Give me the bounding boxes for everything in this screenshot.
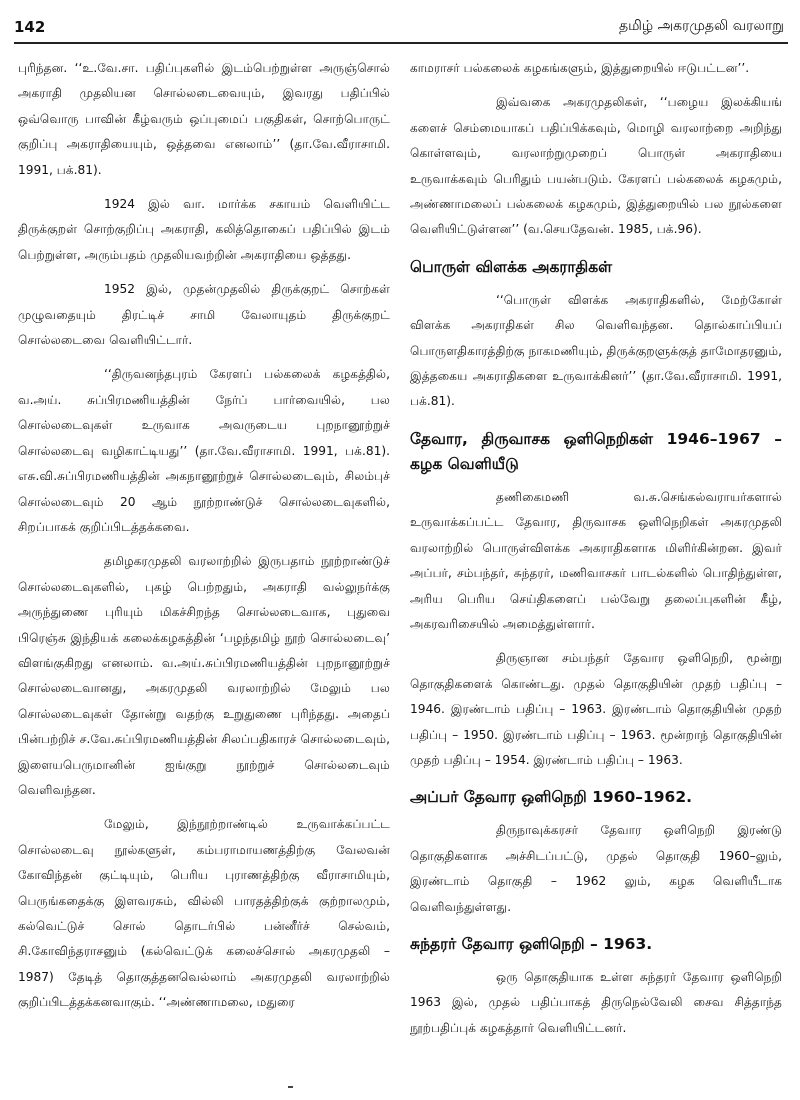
page-number: 142: [14, 18, 46, 36]
paragraph: இவ்வகை அகரமுதலிகள், ‘‘பழைய இலக்கியங் களைச் செம்மையாகப் பதிப்பிக்கவும், மொழி வரலாற்றை அறிந்து கொள்ளவும், வரலாற்றுமுறைப் பொருள் அகராதியை உருவாக்கவும் பெரிதும் பயன்படும். கேரளப் பல்கலைக் கழகமும், அண்ணாமலைப் பல்கலைக் கழகமும், இத்துறையில் பல நூல்களை வெளியிட்டுள்ளன’’ (வ.செயதேவன். 1985, பக்.96).: [410, 95, 782, 237]
section-heading: சுந்தரர் தேவார ஒளிநெறி – 1963.: [410, 934, 653, 953]
paragraph: திருநாவுக்கரசர் தேவார ஒளிநெறி இரண்டு தொகுதிகளாக அச்சிடப்பட்டு, முதல் தொகுதி 1960–லும், இரண்டாம் தொகுதி – 1962 லும், கழக வெளியீடாக வெளிவந்துள்ளது.: [410, 823, 782, 914]
paragraph: திருஞான சம்பந்தர் தேவார ஒளிநெறி, மூன்று தொகுதிகளைக் கொண்டது. முதல் தொகுதியின் முதற் பதிப்பு – 1946. இரண்டாம் பதிப்பு – 1963. இரண்டாம் தொகுதியின் முதற் பதிப்பு – 1950. இரண்டாம் பதிப்பு – 1963. மூன்றாந் தொகுதியின் முதற் பதிப்பு – 1954. இரண்டாம் பதிப்பு – 1963.: [410, 651, 782, 767]
paragraph: புரிந்தன. ‘‘உ.வே.சா. பதிப்புகளில் இடம்பெற்றுள்ள அருஞ்சொல் அகராதி முதலியன சொல்லடைவையும், இவரது பதிப்பில் ஒவ்வொரு பாவின் கீழ்வரும் ஒப்புமைப் பகுதிகள், சொற்பொருட் குறிப்பு அகராதியையும், ஒத்தவை எனலாம்’’ (தா.வே.வீராசாமி. 1991, பக்.81).: [18, 61, 390, 177]
paragraph: ‘‘பொருள் விளக்க அகராதிகளில், மேற்கோள் விளக்க அகராதிகள் சில வெளிவந்தன. தொல்காப்பியப் பொருளதிகாரத்திற்கு நாகமணியும், திருக்குறளுக்குத் தாமோதரனும், இத்தகைய அகராதிகளை உருவாக்கினர்’’ (தா.வே.வீராசாமி. 1991, பக்.81).: [410, 292, 782, 409]
paragraph: தணிகைமணி வ.சு.செங்கல்வராயர்களால் உருவாக்கப்பட்ட தேவார, திருவாசக ஒளிநெறிகள் அகரமுதலி வரலாற்றில் பொருள்விளக்க அகராதிகளாக மிளிர்கின்றன. இவர் அப்பர், சம்பந்தர், சுந்தரர், மணிவாசகர் பாடல்களில் பொதிந்துள்ள, அரிய பெரிய செய்திகளைப் பல்வேறு தலைப்புகளின் கீழ், அகரவரிசையில் அமைத்துள்ளார்.: [410, 489, 782, 631]
paragraph: ஒரு தொகுதியாக உள்ள சுந்தரர் தேவார ஒளிநெறி 1963 இல், முதல் பதிப்பாகத் திருநெல்வேலி சைவ சித்தாந்த நூற்பதிப்புக் கழகத்தார் வெளியிட்டனர்.: [410, 969, 782, 1035]
right-column: [410, 56, 782, 1050]
paragraph: 1952 இல், முதன்முதலில் திருக்குறட் சொற்கள் முழுவதையும் திரட்டிச் சாமி வேலாயுதம் திருக்குறட் சொல்லடைவை வெளியிட்டார்.: [18, 282, 390, 348]
section-heading: அப்பர் தேவார ஒளிநெறி 1960–1962.: [410, 788, 693, 807]
running-title: தமிழ் அகரமுதலி வரலாறு: [618, 18, 784, 34]
paragraph: 1924 இல் வா. மார்க்க சகாயம் வெளியிட்ட திருக்குறள் சொற்குறிப்பு அகராதி, கலித்தொகைப் பதிப்பில் இடம் பெற்றுள்ள, அரும்பதம் முதலியவற்றின் அகராதியை ஒத்தது.: [18, 197, 390, 262]
page-header: [14, 10, 788, 44]
paragraph: மேலும், இந்நூற்றாண்டில் உருவாக்கப்பட்ட சொல்லடைவு நூல்களுள், கம்பராமாயணத்திற்கு வேலவன் கோவிந்தன் குட்டியும், பெரிய புராணத்திற்கு வீராசாமியும், பெருங்கதைக்கு இளவரசும், வில்லி பாரதத்திற்குக் குற்றாலமும், கல்வெட்டுச் சொல் தொடர்பில் பன்னீர்ச் செல்வம், சி.கோவிந்தராசனும் (கல்வெட்டுக் கலைச்சொல் அகரமுதலி – 1987) தேடித் தொகுத்தனவெல்லாம் அகரமுதலி வரலாற்றில் குறிப்பிடத்தக்கனவாகும். ‘‘அண்ணாமலை, மதுரை: [18, 817, 390, 1010]
paragraph: காமராசர் பல்கலைக் கழகங்களும், இத்துறையில் ஈடுபட்டன’’.: [410, 61, 750, 75]
footer-mark: [288, 1086, 293, 1088]
paragraph: ‘‘திருவனந்தபுரம் கேரளப் பல்கலைக் கழகத்தில், வ.அய். சுப்பிரமணியத்தின் நேர்ப் பார்வையில், பல சொல்லடைவுகள் உருவாக அவருடைய புறநானூற்றுச் சொல்லடைவு வழிகாட்டியது’’ (தா.வே.வீராசாமி. 1991, பக்.81). எசு.வி.சுப்பிரமணியத்தின் அகநானூற்றுச் சொல்லடைவும், சிலம்புச் சொல்லடைவும் 20 ஆம் நூற்றாண்டுச் சொல்லடைவுகளில், சிறப்பாகக் குறிப்பிடத்தக்கவை.: [18, 367, 390, 534]
section-heading: தேவார, திருவாசக ஒளிநெறிகள் 1946–1967 – கழக வெளியீடு: [410, 429, 782, 473]
section-heading: பொருள் விளக்க அகராதிகள்: [410, 257, 613, 276]
paragraph: தமிழகரமுதலி வரலாற்றில் இருபதாம் நூற்றாண்டுச் சொல்லடைவுகளில், புகழ் பெற்றதும், அகராதி வல்லுநர்க்கு அருந்துணை புரியும் மிகச்சிறந்த சொல்லடைவாக, புதுவை பிரெஞ்சு இந்தியக் கலைக்கழகத்தின் ‘பழந்தமிழ் நூற் சொல்லடைவு’ விளங்குகிறது எனலாம். வ.அய்.சுப்பிரமணியத்தின் புறநானூற்றுச் சொல்லடைவானது, அகரமுதலி வரலாற்றில் மேலும் பல சொல்லடைவுகள் தோன்று வதற்கு உறுதுணை புரிந்தது. அதைப் பின்பற்றிச் ச.வே.சுப்பிரமணியத்தின் சிலப்பதிகாரச் சொல்லடைவும், இளையபெருமானின் ஐங்குறு நூற்றுச் சொல்லடைவும் வெளிவந்தன.: [18, 554, 390, 797]
left-column: [18, 56, 390, 1025]
